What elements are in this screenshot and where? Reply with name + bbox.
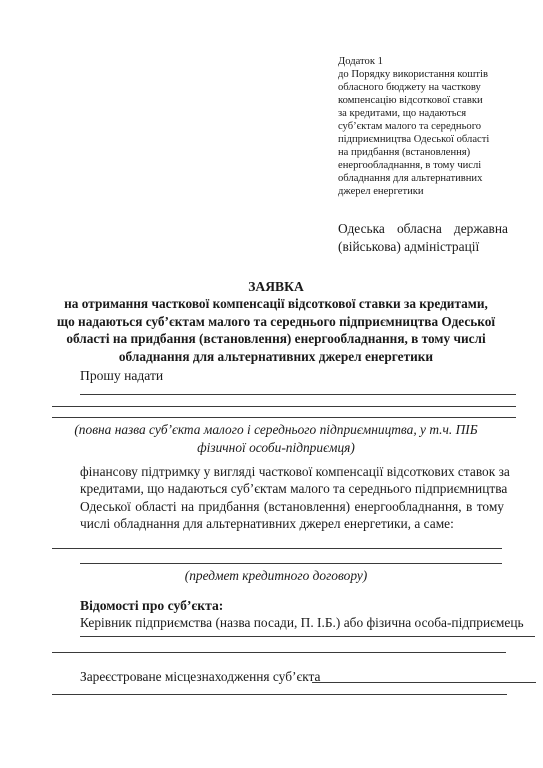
annex-line: підприємництва Одеської області	[338, 134, 490, 146]
annex-note	[338, 55, 510, 199]
head-label: Керівник підприємства (назва посади, П. І.Б.) або фізична особа-підприємець	[80, 615, 524, 630]
annex-line: на придбання (встановлення)	[338, 147, 471, 159]
annex-line: обладнання для альтернативних	[338, 173, 483, 185]
title-line: обладнання для альтернативних джерел енергетики	[118, 348, 434, 364]
addressee-word: обласна	[396, 221, 442, 236]
request-label: Прошу надати	[80, 368, 164, 383]
loan-subject-line-1[interactable]	[52, 548, 502, 549]
subject-info-title: Відомості про суб’єкта:	[80, 598, 224, 613]
address-fill-line-2[interactable]	[52, 694, 507, 695]
loan-caption	[56, 567, 496, 585]
addressee-line-1	[338, 220, 508, 238]
head-fill-line[interactable]	[80, 636, 535, 637]
addressee	[338, 220, 508, 255]
annex-line: суб’єктам малого та середнього	[338, 121, 482, 133]
subject-name-line-2[interactable]	[52, 406, 516, 407]
title-line: області на придбання (встановлення) енергообладнання, в тому числі	[66, 331, 486, 347]
head-fill-line-2[interactable]	[52, 652, 506, 653]
annex-line: енергообладнання, в тому числі	[338, 160, 482, 172]
paragraph-line: фінансову підтримку у вигляді часткової компенсації відсоткових ставок за	[80, 464, 510, 479]
title-heading: ЗАЯВКА	[248, 279, 304, 294]
annex-line: до Порядку використання коштів	[338, 69, 488, 81]
annex-line: обласного бюджету на часткову	[338, 82, 481, 94]
addressee-line-2: (військова) адміністрації	[338, 238, 480, 254]
caption-line: фізичної особи-підприємця)	[197, 439, 355, 455]
annex-line: джерел енергетики	[338, 186, 424, 198]
subject-name-line-1[interactable]	[80, 394, 516, 395]
annex-line: за кредитами, що надаються	[338, 108, 467, 120]
caption-line: (повна назва суб’єкта малого і середнього підприємництва, у т.ч. ПІБ	[74, 422, 478, 437]
caption-line: (предмет кредитного договору)	[184, 568, 368, 583]
title-line: на отримання часткової компенсації відсоткової ставки за кредитами,	[64, 296, 488, 312]
paragraph-line: кредитами, що надаються суб’єктам малого та середнього підприємництва	[80, 481, 508, 497]
title-line: що надаються суб’єктам малого та середнього підприємництва Одеської	[56, 313, 496, 329]
application-title	[56, 278, 496, 365]
address-fill-line[interactable]	[312, 682, 536, 683]
subject-name-line-3[interactable]	[52, 417, 516, 418]
loan-subject-line-2[interactable]	[80, 563, 502, 564]
address-label: Зареєстроване місцезнаходження суб’єкта	[80, 669, 321, 684]
annex-line: Додаток 1	[338, 56, 383, 67]
annex-line: компенсацію відсоткової ставки	[338, 95, 483, 107]
addressee-word: Одеська	[338, 221, 385, 236]
paragraph-line: Одеської області на придбання (встановлення) енергообладнання, в тому	[80, 498, 504, 514]
subject-caption	[56, 421, 496, 456]
support-paragraph	[80, 463, 510, 532]
paragraph-line: числі обладнання для альтернативних джерел енергетики, а саме:	[80, 515, 454, 531]
addressee-word: державна	[453, 221, 508, 236]
